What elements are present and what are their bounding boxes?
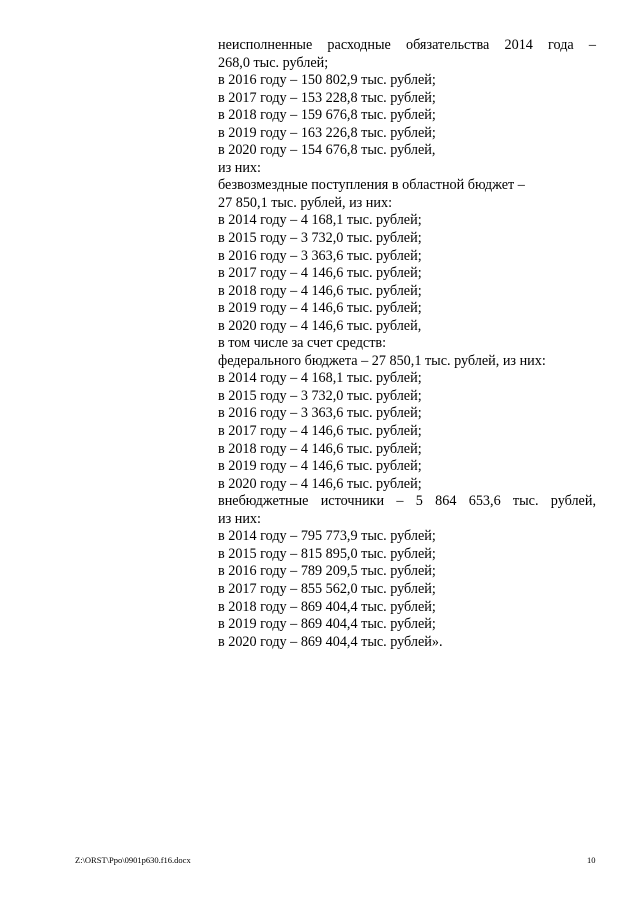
text-line: в 2018 году – 4 146,6 тыс. рублей; <box>218 440 422 457</box>
text-line: в 2020 году – 869 404,4 тыс. рублей». <box>218 633 443 650</box>
text-line: в 2015 году – 815 895,0 тыс. рублей; <box>218 545 436 562</box>
text-line: в 2018 году – 869 404,4 тыс. рублей; <box>218 598 436 615</box>
text-line: федерального бюджета – 27 850,1 тыс. рублей, из них: <box>218 352 546 369</box>
text-line: из них: <box>218 159 261 176</box>
text-line: в 2017 году – 4 146,6 тыс. рублей; <box>218 423 422 440</box>
page-number: 10 <box>587 855 596 865</box>
text-line: в 2018 году – 4 146,6 тыс. рублей; <box>218 282 422 299</box>
text-line: в 2016 году – 3 363,6 тыс. рублей; <box>218 405 422 422</box>
text-line: в 2015 году – 3 732,0 тыс. рублей; <box>218 230 422 247</box>
text-line: 268,0 тыс. рублей; <box>218 54 329 71</box>
text-line: в 2014 году – 4 168,1 тыс. рублей; <box>218 370 422 387</box>
document-body <box>218 37 596 651</box>
text-line: в 2016 году – 3 363,6 тыс. рублей; <box>218 247 422 264</box>
text-line: в 2014 году – 795 773,9 тыс. рублей; <box>218 528 436 545</box>
text-line: 27 850,1 тыс. рублей, из них: <box>218 194 393 211</box>
text-line: в 2018 году – 159 676,8 тыс. рублей; <box>218 107 436 124</box>
text-line: в 2020 году – 4 146,6 тыс. рублей; <box>218 475 422 492</box>
text-line: в 2020 году – 4 146,6 тыс. рублей, <box>218 317 422 334</box>
text-line: из них: <box>218 510 261 527</box>
text-line: в 2019 году – 163 226,8 тыс. рублей; <box>218 124 436 141</box>
text-line: неисполненные расходные обязательства 2014 года – <box>218 37 596 53</box>
text-line: в 2019 году – 4 146,6 тыс. рублей; <box>218 300 422 317</box>
text-line: в 2015 году – 3 732,0 тыс. рублей; <box>218 387 422 404</box>
text-line: в 2017 году – 855 562,0 тыс. рублей; <box>218 580 436 597</box>
footer-file-path: Z:\ORST\Ppo\0901p630.f16.docx <box>75 855 191 865</box>
text-line: в 2020 году – 154 676,8 тыс. рублей, <box>218 142 436 159</box>
text-line: в 2016 году – 789 209,5 тыс. рублей; <box>218 563 436 580</box>
text-line: в 2017 году – 4 146,6 тыс. рублей; <box>218 265 422 282</box>
text-line: внебюджетные источники – 5 864 653,6 тыс. рублей, <box>218 493 596 510</box>
text-line: в том числе за счет средств: <box>218 335 387 352</box>
text-line: в 2019 году – 869 404,4 тыс. рублей; <box>218 616 436 633</box>
text-line: в 2014 году – 4 168,1 тыс. рублей; <box>218 212 422 229</box>
text-line: в 2017 году – 153 228,8 тыс. рублей; <box>218 89 436 106</box>
text-line: в 2019 году – 4 146,6 тыс. рублей; <box>218 458 422 475</box>
text-line: в 2016 году – 150 802,9 тыс. рублей; <box>218 72 436 89</box>
text-line: безвозмездные поступления в областной бюджет – <box>218 177 525 194</box>
